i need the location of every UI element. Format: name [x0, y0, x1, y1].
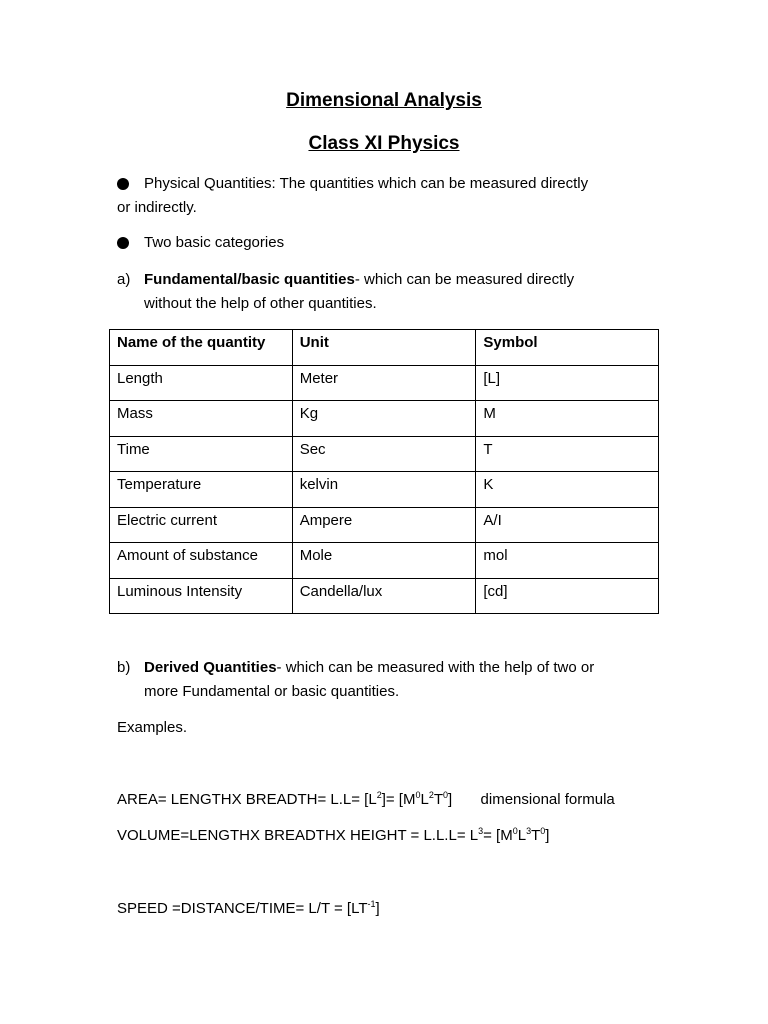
page-title: Dimensional Analysis: [286, 90, 482, 111]
item-a-heading: Fundamental/basic quantities: [144, 271, 355, 288]
header-unit: Unit: [292, 330, 476, 366]
formula-exponent: 2: [428, 790, 434, 800]
bullet-physical-quantities-line2: or indirectly.: [117, 199, 197, 216]
page-subtitle: Class XI Physics: [308, 133, 460, 154]
table-cell: Mole: [292, 543, 476, 579]
table-cell: Mass: [110, 401, 293, 437]
formula-exponent: 0: [415, 790, 421, 800]
table-cell: K: [476, 472, 659, 508]
formula-exponent: 0: [443, 790, 449, 800]
formula-exponent: -1: [367, 899, 376, 909]
formula-area: [117, 791, 615, 808]
table-cell: [L]: [476, 365, 659, 401]
formula-speed-lhs: SPEED =DISTANCE/TIME= L/T = [LT: [117, 900, 368, 917]
table-cell: Luminous Intensity: [110, 578, 293, 614]
table-cell: Length: [110, 365, 293, 401]
formula-volume: [117, 827, 549, 844]
bullet-icon: [117, 178, 129, 190]
table-row: [110, 401, 659, 437]
table-row: [110, 507, 659, 543]
table-cell: Ampere: [292, 507, 476, 543]
table-cell: Amount of substance: [110, 543, 293, 579]
item-b-text: - which can be measured with the help of two or: [276, 659, 595, 676]
table-cell: Candella/lux: [292, 578, 476, 614]
table-row: [110, 365, 659, 401]
formula-symbol: T: [531, 827, 541, 844]
item-a-text: - which can be measured directly: [354, 271, 575, 288]
table-cell: Time: [110, 436, 293, 472]
examples-label: Examples.: [117, 719, 188, 736]
table-row: [110, 543, 659, 579]
item-b-line2: more Fundamental or basic quantities.: [144, 683, 400, 700]
formula-exponent: 3: [478, 826, 484, 836]
table-cell: [cd]: [476, 578, 659, 614]
table-cell: Sec: [292, 436, 476, 472]
table-row: [110, 472, 659, 508]
table-cell: Kg: [292, 401, 476, 437]
formula-exponent: 0: [512, 826, 518, 836]
bullet-physical-quantities-line1: Physical Quantities: The quantities which can be measured directly: [144, 175, 589, 192]
item-b-heading: Derived Quantities: [144, 659, 277, 676]
table-row: [110, 578, 659, 614]
formula-bracket: ]: [545, 827, 550, 844]
table-cell: Meter: [292, 365, 476, 401]
item-b-line1: [144, 659, 594, 676]
quantities-table: [109, 329, 659, 614]
table-cell: Temperature: [110, 472, 293, 508]
formula-area-mid: ]= [M: [381, 791, 416, 808]
formula-symbol: L: [517, 827, 527, 844]
formula-exponent: 0: [540, 826, 546, 836]
formula-area-note: dimensional formula: [480, 791, 615, 808]
formula-exponent: 2: [376, 790, 382, 800]
bullet-icon: [117, 237, 129, 249]
table-cell: T: [476, 436, 659, 472]
table-header-row: [110, 330, 659, 366]
formula-bracket: ]: [448, 791, 453, 808]
formula-volume-lhs: VOLUME=LENGTHX BREADTHX HEIGHT = L.L.L= L: [117, 827, 479, 844]
table-cell: mol: [476, 543, 659, 579]
item-b-marker: b): [117, 659, 131, 676]
formula-speed: [117, 900, 380, 917]
formula-area-lhs: AREA= LENGTHX BREADTH= L.L= [L: [117, 791, 377, 808]
header-symbol: Symbol: [476, 330, 659, 366]
table-cell: kelvin: [292, 472, 476, 508]
item-a-line1: [144, 271, 574, 288]
formula-symbol: L: [420, 791, 429, 808]
formula-symbol: T: [433, 791, 444, 808]
item-a-marker: a): [117, 271, 131, 288]
header-name: Name of the quantity: [110, 330, 293, 366]
formula-exponent: 3: [526, 826, 532, 836]
table-cell: A/I: [476, 507, 659, 543]
formula-volume-mid: = [M: [483, 827, 513, 844]
table-cell: M: [476, 401, 659, 437]
formula-bracket: ]: [375, 900, 380, 917]
table-cell: Electric current: [110, 507, 293, 543]
table-row: [110, 436, 659, 472]
bullet-two-categories: Two basic categories: [144, 234, 285, 251]
item-a-line2: without the help of other quantities.: [144, 295, 377, 312]
